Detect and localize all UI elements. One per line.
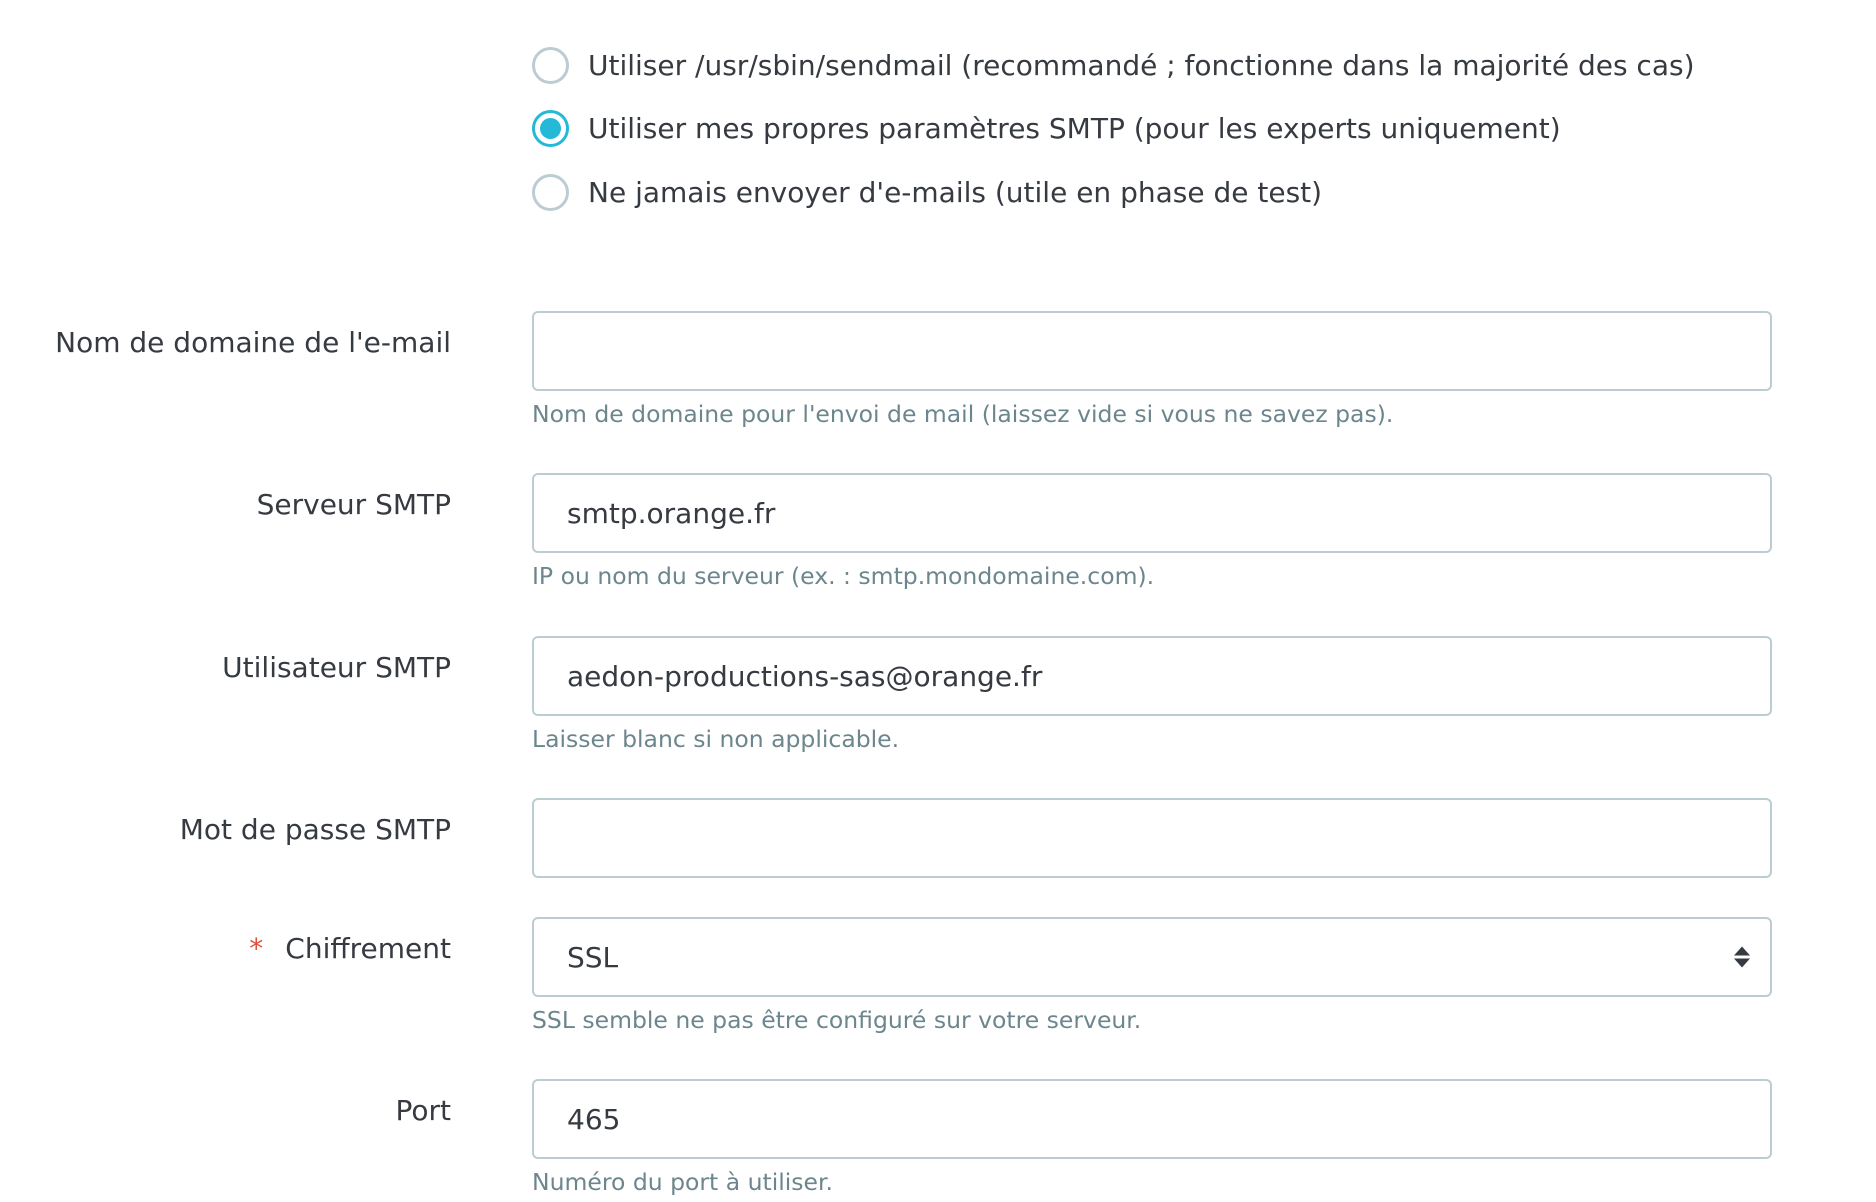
port-field[interactable] xyxy=(532,1079,1772,1159)
smtp-user-help-text: Laisser blanc si non applicable. xyxy=(532,725,900,753)
required-asterisk: * xyxy=(249,932,264,965)
smtp-server-help-text: IP ou nom du serveur (ex. : smtp.mondomaine.com). xyxy=(532,562,1155,590)
port-input[interactable] xyxy=(567,1081,1770,1157)
radio-button[interactable] xyxy=(532,47,569,84)
select-arrows-icon xyxy=(1734,947,1750,968)
domain-input[interactable] xyxy=(567,313,1770,389)
smtp-user-label: Utilisateur SMTP xyxy=(222,651,451,684)
domain-field[interactable] xyxy=(532,311,1772,391)
encryption-label: Chiffrement xyxy=(285,932,451,965)
port-help-text: Numéro du port à utiliser. xyxy=(532,1168,833,1196)
domain-label: Nom de domaine de l'e-mail xyxy=(55,326,451,359)
smtp-user-input[interactable] xyxy=(567,638,1770,714)
radio-selected-dot xyxy=(540,118,561,139)
radio-button[interactable] xyxy=(532,174,569,211)
radio-option-sendmail[interactable] xyxy=(532,43,1695,87)
encryption-help-text: SSL semble ne pas être configuré sur votre serveur. xyxy=(532,1006,1142,1034)
smtp-password-field[interactable] xyxy=(532,798,1772,878)
radio-label: Ne jamais envoyer d'e-mails (utile en phase de test) xyxy=(588,175,1323,209)
radio-label: Utiliser mes propres paramètres SMTP (pour les experts uniquement) xyxy=(588,111,1561,145)
radio-button-checked[interactable] xyxy=(532,110,569,147)
smtp-server-field[interactable] xyxy=(532,473,1772,553)
encryption-label-group xyxy=(249,932,451,965)
radio-label: Utiliser /usr/sbin/sendmail (recommandé ; fonctionne dans la majorité des cas) xyxy=(588,48,1695,82)
smtp-user-field[interactable] xyxy=(532,636,1772,716)
smtp-password-label: Mot de passe SMTP xyxy=(179,813,451,846)
smtp-password-input[interactable] xyxy=(567,800,1770,876)
radio-option-never-send[interactable] xyxy=(532,170,1322,214)
encryption-select[interactable] xyxy=(532,917,1772,997)
smtp-server-label: Serveur SMTP xyxy=(256,488,451,521)
domain-help-text: Nom de domaine pour l'envoi de mail (laissez vide si vous ne savez pas). xyxy=(532,400,1394,428)
smtp-server-input[interactable] xyxy=(567,475,1770,551)
port-label: Port xyxy=(395,1094,451,1127)
encryption-selected-value: SSL xyxy=(567,940,619,974)
radio-option-own-smtp[interactable] xyxy=(532,106,1561,150)
